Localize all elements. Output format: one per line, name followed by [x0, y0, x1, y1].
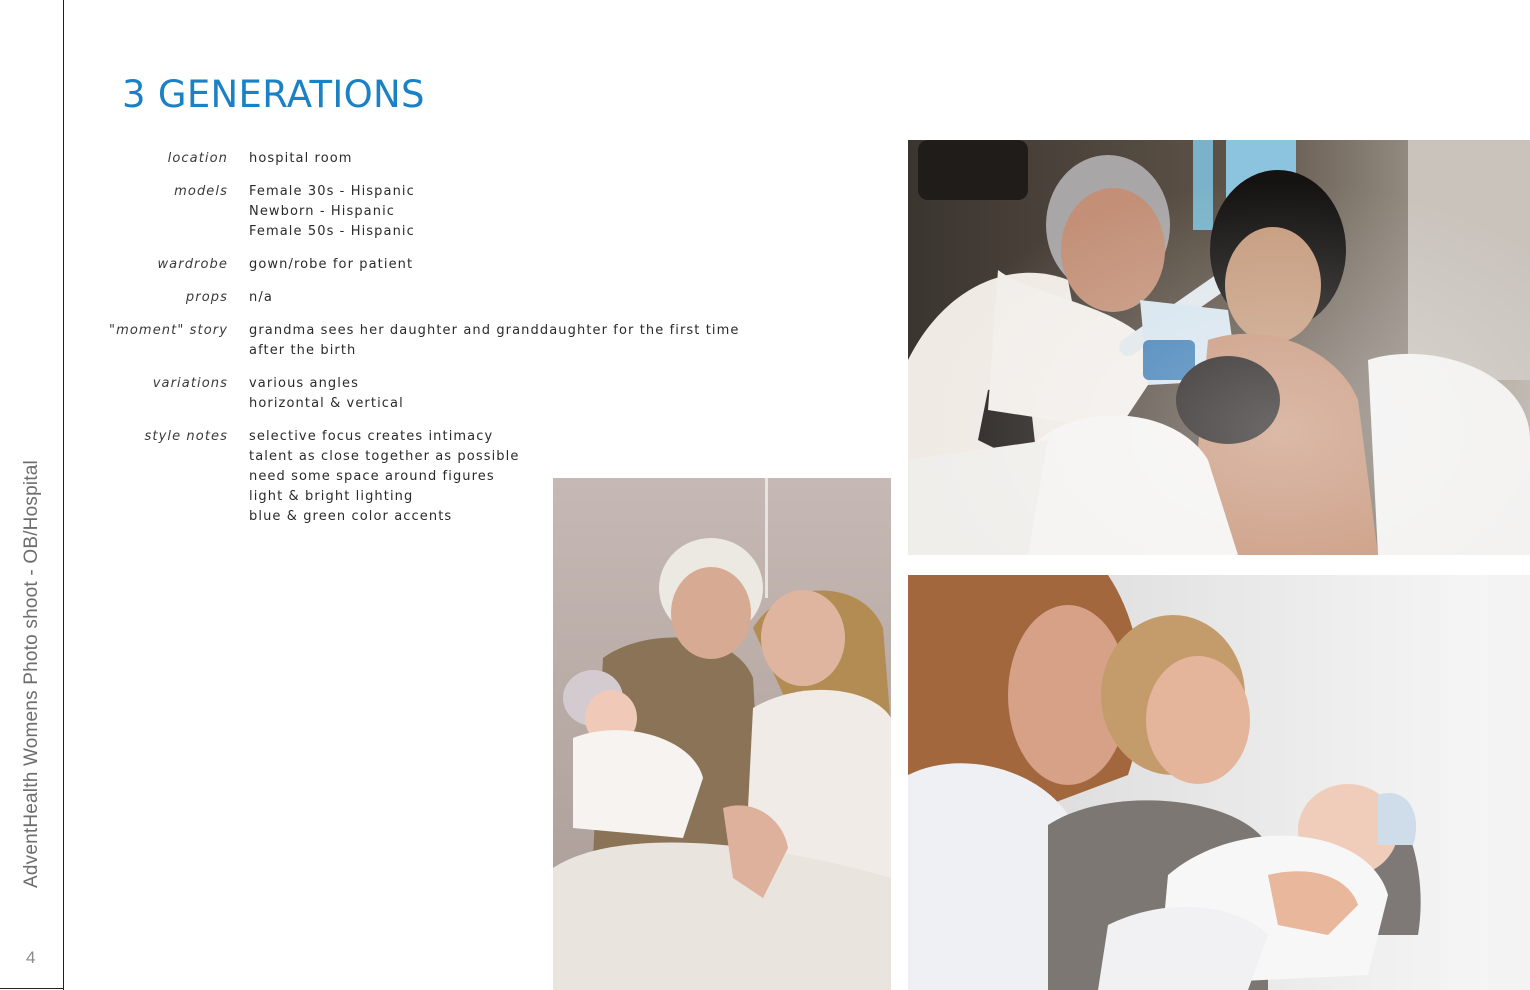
reference-photo-grandmother-holding-newborn: [553, 478, 891, 990]
spec-value: after the birth: [249, 343, 357, 358]
reference-photo-hospital-bed: [908, 140, 1530, 555]
spec-value: light & bright lighting: [249, 489, 414, 504]
bottom-rule: [0, 988, 64, 989]
spec-value: selective focus creates intimacy: [249, 429, 494, 444]
spec-label: wardrobe: [157, 257, 228, 272]
spec-value: talent as close together as possible: [249, 449, 520, 464]
spec-value: n/a: [249, 290, 273, 305]
spec-value: grandma sees her daughter and granddaughter for the first time: [249, 323, 740, 338]
spec-label: location: [167, 151, 228, 166]
photo-illustration: [908, 140, 1530, 555]
page-number: 4: [26, 948, 36, 967]
spec-value: hospital room: [249, 151, 353, 166]
spec-value: blue & green color accents: [249, 509, 453, 524]
spec-label: variations: [152, 376, 228, 391]
spec-row-location: [70, 149, 770, 169]
spec-row-models: [70, 182, 770, 242]
spec-values: [249, 288, 770, 308]
spec-value: horizontal & vertical: [249, 396, 404, 411]
spec-value: Female 30s - Hispanic: [249, 184, 415, 199]
spec-label: style notes: [144, 429, 228, 444]
spec-row-moment-story: [70, 321, 770, 361]
spec-values: [249, 149, 770, 169]
photo-illustration: [553, 478, 891, 990]
spec-value: Female 50s - Hispanic: [249, 224, 415, 239]
spec-row-variations: [70, 374, 770, 414]
side-title: AdventHealth Womens Photo shoot - OB/Hospital: [21, 460, 42, 888]
side-rule: [63, 0, 64, 990]
spec-label: models: [174, 184, 228, 199]
reference-photo-grandmother-with-newborn: [908, 575, 1530, 990]
spec-values: [249, 321, 770, 361]
spec-values: [249, 374, 770, 414]
spec-label: props: [185, 290, 228, 305]
spec-value: various angles: [249, 376, 359, 391]
spec-values: [249, 182, 770, 242]
spec-values: [249, 255, 770, 275]
spec-row-wardrobe: [70, 255, 770, 275]
spec-row-props: [70, 288, 770, 308]
spec-value: Newborn - Hispanic: [249, 204, 396, 219]
spec-value: gown/robe for patient: [249, 257, 414, 272]
photo-illustration: [908, 575, 1530, 990]
page-title: 3 GENERATIONS: [122, 73, 425, 116]
spec-label: "moment" story: [109, 323, 228, 338]
spec-value: need some space around figures: [249, 469, 495, 484]
